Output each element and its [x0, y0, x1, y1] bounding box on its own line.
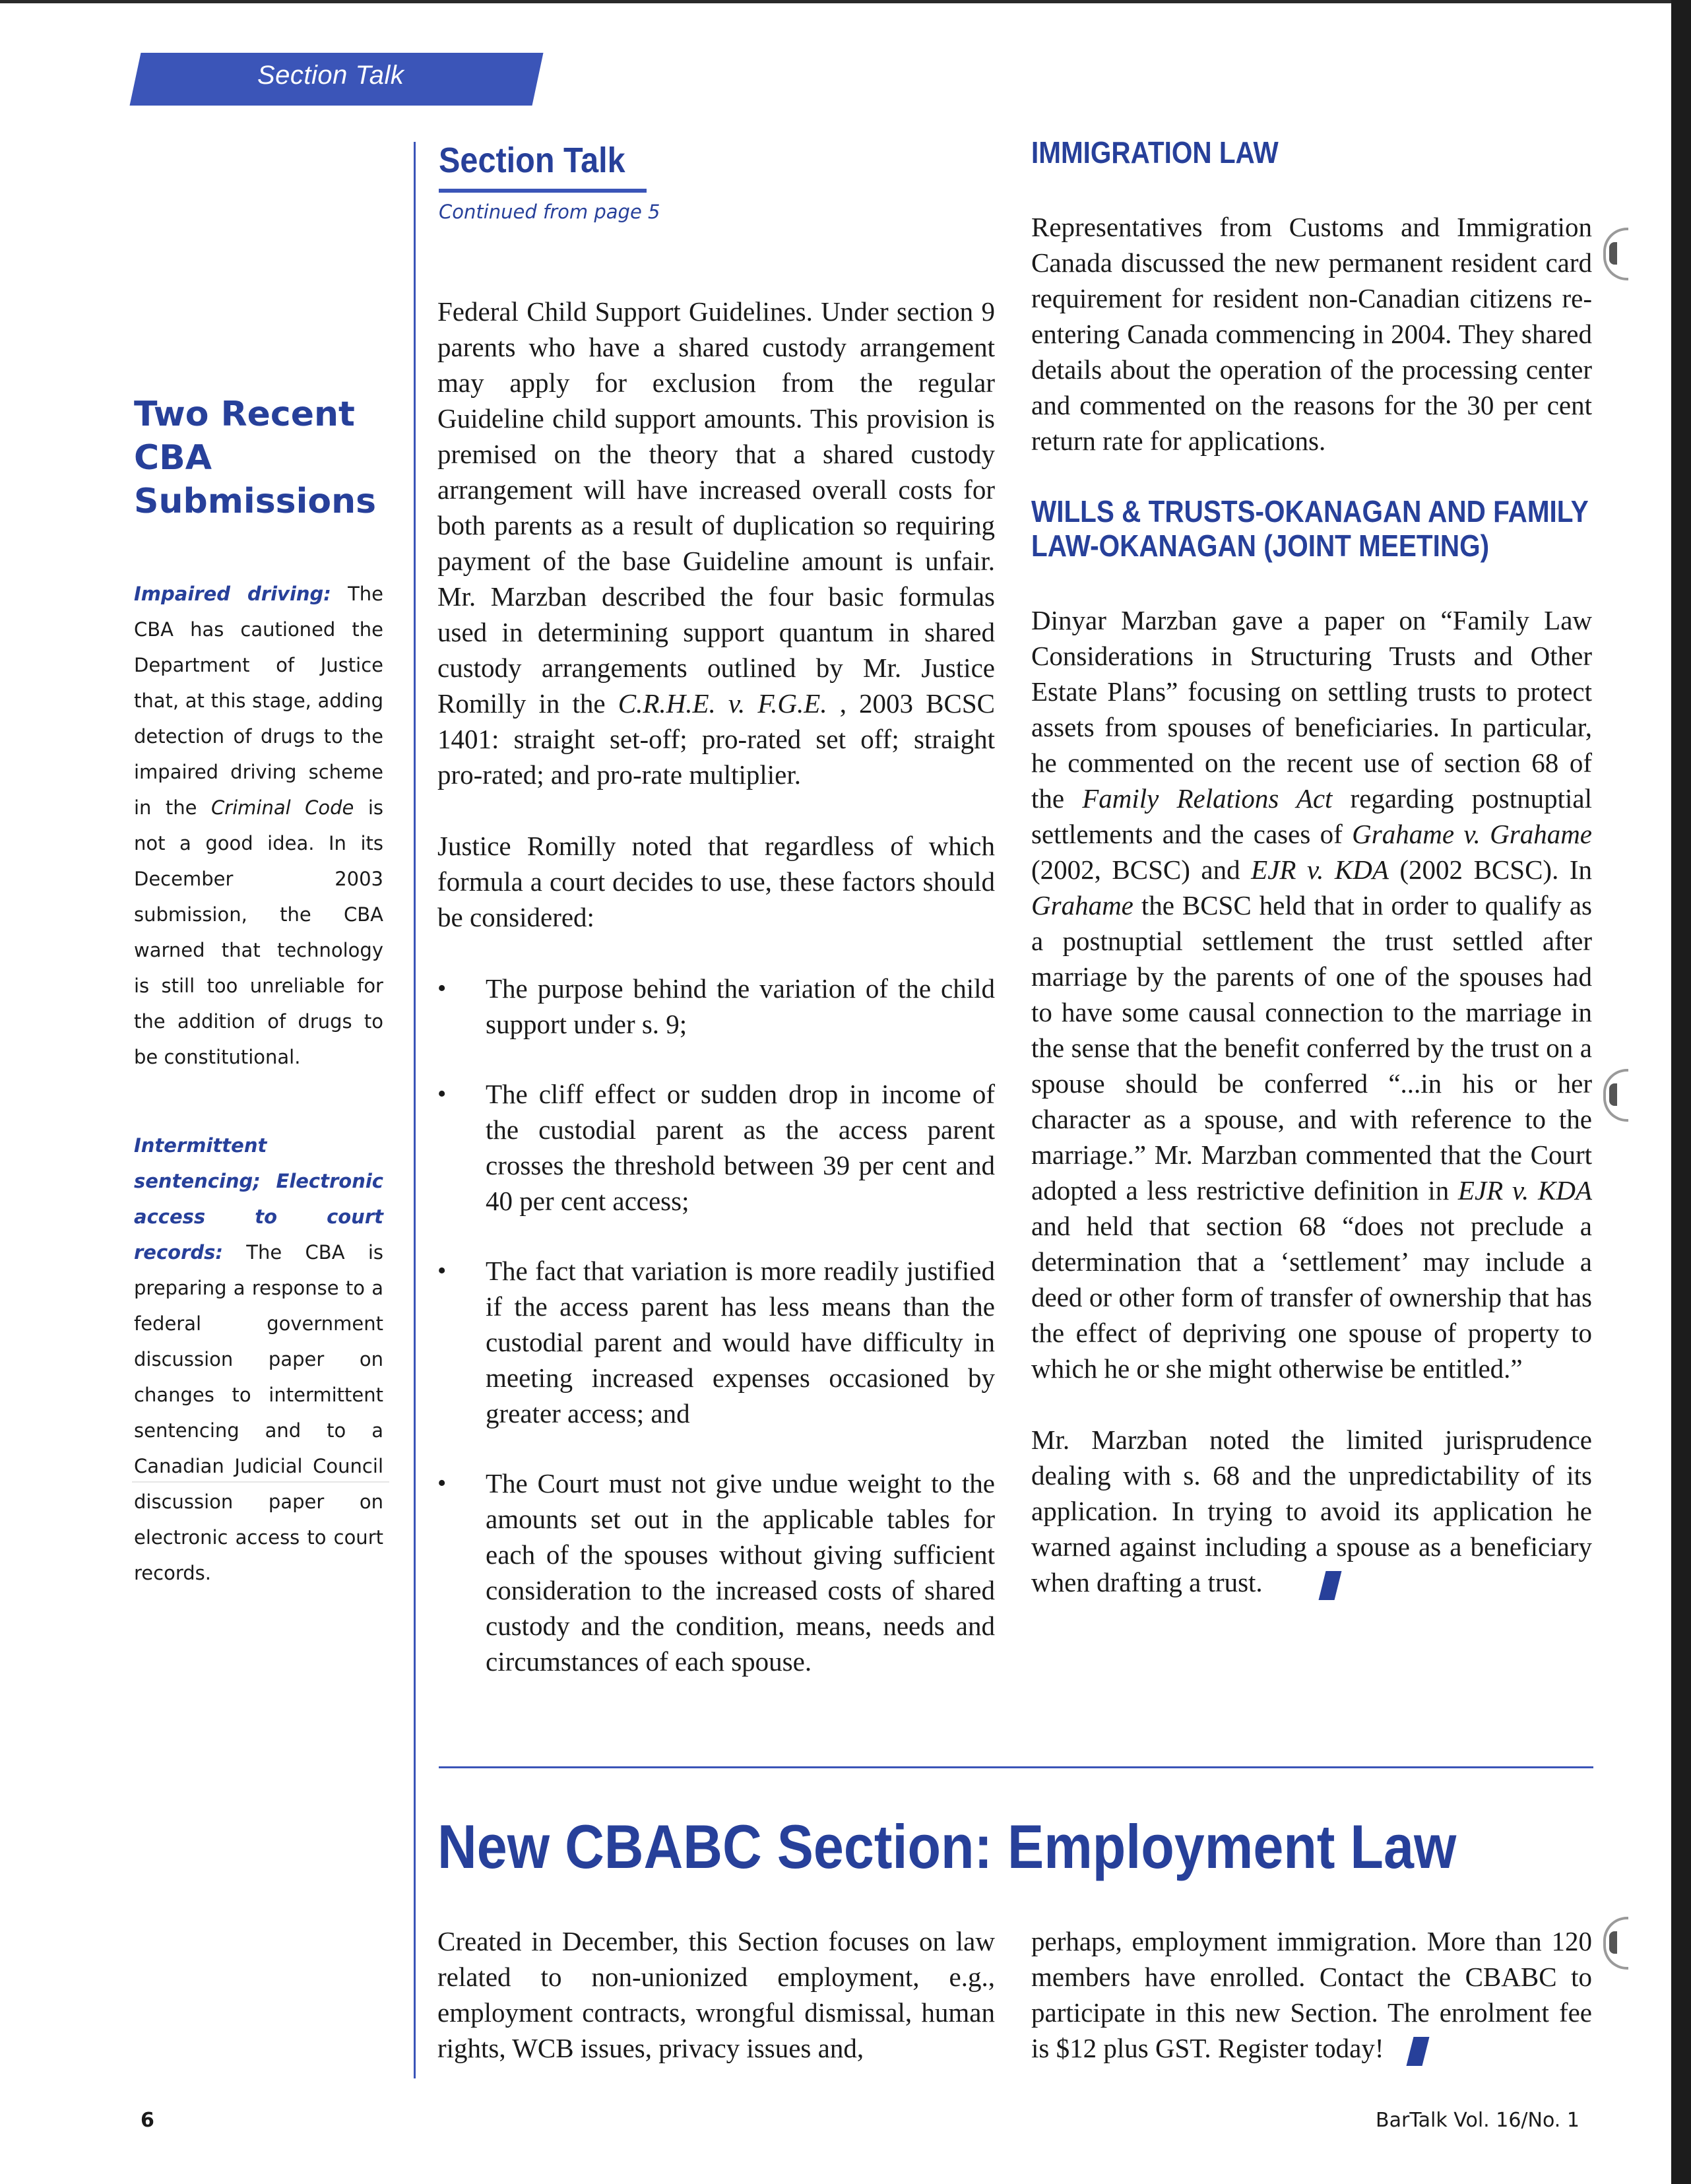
page-number: 6 [141, 2109, 154, 2132]
article-text-left: Created in December, this Section focuses on law related to non-unionized employment, e.g., employment contracts, wrongful dismissal, human rights, WCB issues, privacy issues and, [437, 1926, 995, 2063]
article-headline: New CBABC Section: Employment Law [437, 1812, 1457, 1881]
top-rule [0, 0, 1691, 3]
continued-note: Continued from page 5 [439, 201, 660, 223]
heading-immigration-law: IMMIGRATION LAW [1031, 135, 1279, 170]
list-item: • The cliff effect or sudden drop in income of the custodial parent as the access parent crosses the threshold between 39 per cent and 40 per cent access; [437, 1076, 995, 1219]
end-mark-icon [1318, 1571, 1341, 1600]
end-mark-icon [1407, 2037, 1430, 2066]
binder-ring-icon [1603, 1917, 1628, 1970]
list-item: • The Court must not give undue weight to the amounts set out in the applicable tables for each of the spouses without giving sufficient consideration to the increased costs of shared custody and the condition, means, needs and circumstances of each spouse. [437, 1465, 995, 1679]
title-underline [439, 189, 647, 193]
column-heading [439, 140, 660, 223]
paragraph: Justice Romilly noted that regardless of which formula a court decides to use, these factors should be considered: [437, 831, 995, 932]
column-2 [437, 294, 995, 1714]
article-divider [439, 1766, 1593, 1768]
paragraph: Representatives from Customs and Immigration Canada discussed the new permanent resident card requirement for resident non-Canadian citizens re-entering Canada commencing in 2004. They shared details about the operation of the processing center and commented on the reasons for the 30 per cent return rate for applications. [1031, 212, 1592, 456]
list-item: • The fact that variation is more readily justified if the access parent has less means than the custodial parent and would have difficulty in meeting increased expenses occasioned by greater access; and [437, 1253, 995, 1431]
sidebar [134, 393, 383, 1644]
sidebar-item-lead: Impaired driving: [134, 583, 331, 605]
publication-info: BarTalk Vol. 16/No. 1 [1376, 2109, 1579, 2132]
paragraph: Dinyar Marzban gave a paper on “Family Law Considerations in Structuring Trusts and Other Estate Plans” focusing on settling trusts to protect assets from spouses of beneficiaries. In particular, he commented on the recent use of section 68 of the Family Relations Act regarding postnuptial settlements and the cases of Grahame v. Grahame (2002, BCSC) and EJR v. KDA (2002 BCSC). In Grahame the BCSC held that in order to qualify as a postnuptial settlement the trust settled after marriage by the parents of one of the spouses had to have some causal connection to the marriage in the sense that the benefit conferred by the trust on a spouse should be conferred “...in his or her character as a spouse, and with reference to the marriage.” Mr. Marzban commented that the Court adopted a less restrictive definition in EJR v. KDA and held that section 68 “does not preclude a determination that a ‘settlement’ may include a deed or other form of transfer of ownership that has the effect of depriving one spouse of property to which he or she might otherwise be entitled.” [1031, 605, 1593, 1384]
sidebar-item-intermittent-sentencing: Intermittent sentencing; Electronic access to court records: The CBA is preparing a response to a federal government discussion paper on changes to intermittent sentencing and to a Canadian Judicial Council discussion paper on electronic access to court records. [134, 1134, 383, 1584]
column-divider [414, 142, 416, 2078]
paragraph: Federal Child Support Guidelines. Under section 9 parents who have a shared custody arrangement may apply for exclusion from the regular Guideline child support amounts. This provision is premised on the theory that a shared custody arrangement will have increased overall costs for both parents as a result of duplication so requiring payment of the base Guideline amount is unfair. Mr. Marzban described the four basic formulas used in determining support quantum in shared custody arrangements outlined by Mr. Justice Romilly in the C.R.H.E. v. F.G.E. , 2003 BCSC 1401: straight set-off; pro-rated set off; straight pro-rated; and pro-rate multiplier. [437, 296, 995, 790]
article-text-right: perhaps, employment immigration. More than 120 members have enrolled. Contact the CBABC to participate in this new Section. The enrolment fee is $12 plus GST. Register today! [1031, 1923, 1592, 2066]
heading-wills-trusts: WILLS & TRUSTS-OKANAGAN AND FAMILY LAW-OKANAGAN (JOINT MEETING) [1031, 494, 1589, 563]
page-edge [1671, 0, 1691, 2184]
page-title: Section Talk [439, 141, 625, 180]
section-banner-label: Section Talk [257, 61, 404, 90]
sidebar-item-lead: Intermittent sentencing; Electronic access to court records: [134, 1134, 383, 1264]
binder-ring-icon [1603, 228, 1628, 280]
sidebar-title: Two Recent CBA Submissions [134, 395, 377, 521]
column-3 [1031, 135, 1592, 1636]
binder-ring-icon [1603, 1069, 1628, 1122]
sidebar-item-impaired-driving: Impaired driving: The CBA has cautioned the Department of Justice that, at this stage, adding detection of drugs to the impaired driving scheme in the Criminal Code is not a good idea. In its December 2003 submission, the CBA warned that technology is still too unreliable for the addition of drugs to be constitutional. [134, 583, 384, 1068]
paragraph: Mr. Marzban noted the limited jurisprudence dealing with s. 68 and the unpredictability of its application. In trying to avoid its application he warned against including a spouse as a beneficiary when drafting a trust. [1031, 1422, 1592, 1600]
list-item: • The purpose behind the variation of the child support under s. 9; [437, 971, 995, 1042]
factor-list [437, 971, 995, 1679]
